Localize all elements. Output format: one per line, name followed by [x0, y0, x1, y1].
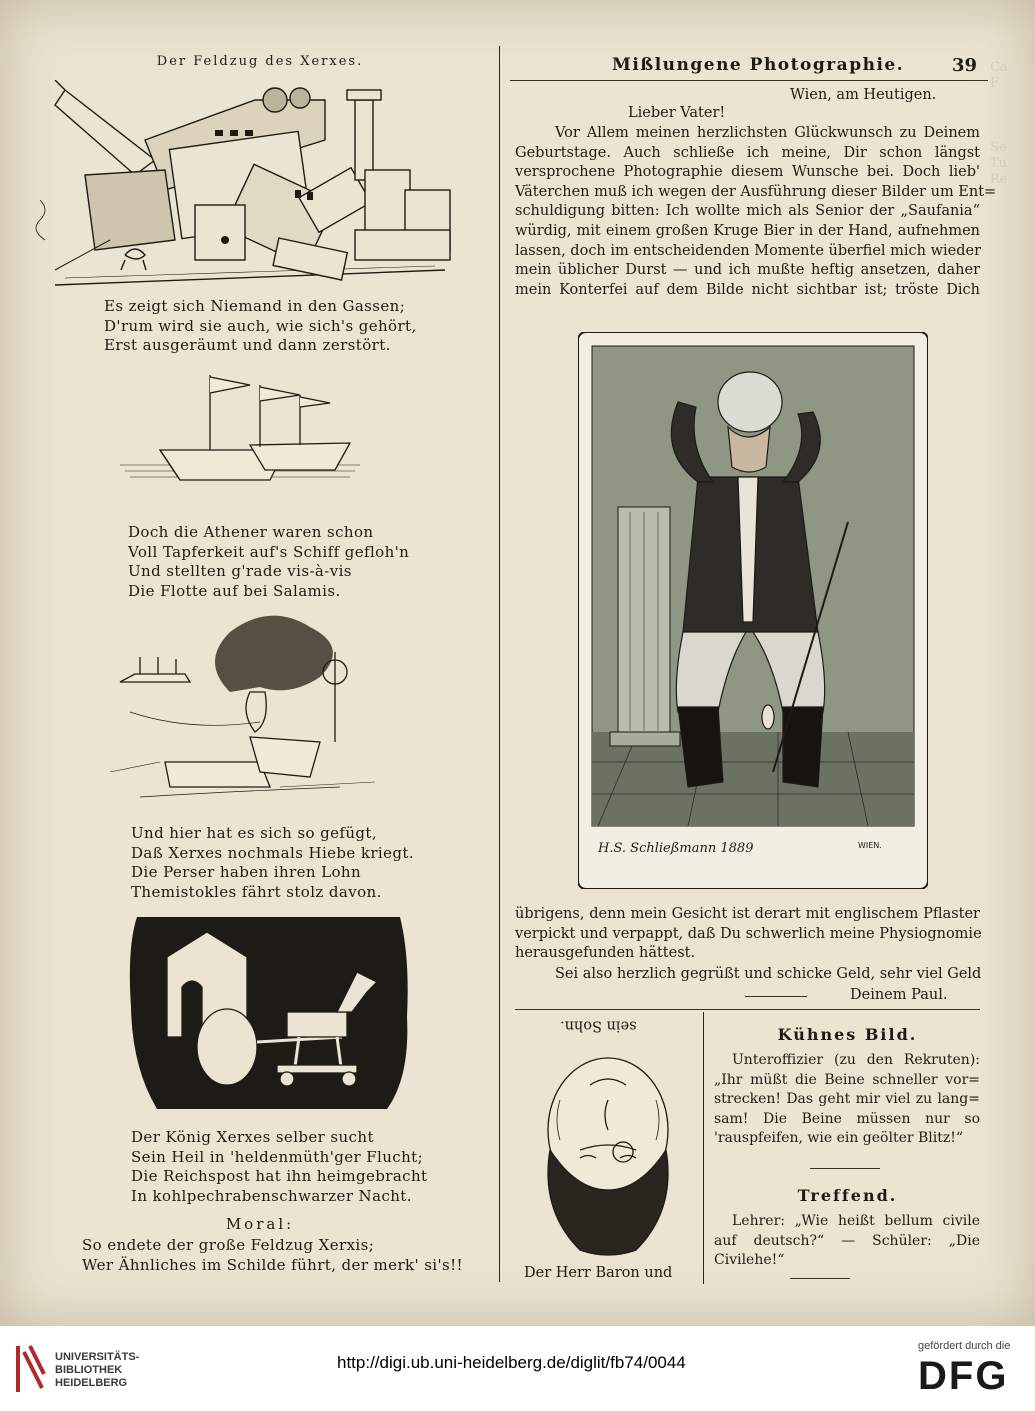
letter-line: lassen, doch im entscheidenden Momente überfiel mich wieder [515, 242, 982, 259]
stanza-4 [131, 1128, 427, 1206]
verse-line: Erst ausgeräumt und dann zerstört. [104, 336, 391, 354]
verse-line: In kohlpechrabenschwarzer Nacht. [131, 1186, 412, 1205]
library-name-line: HEIDELBERG [55, 1377, 128, 1389]
stanza-1 [104, 297, 417, 356]
letter-line: mein Konterfei auf dem Bilde nicht sichtbar ist; tröste Dich [515, 281, 980, 298]
verse-line: Wer Ähnliches im Schilde führt, der merk' si's!! [82, 1255, 463, 1274]
verse-line: D'rum wird sie auch, wie sich's gehört, [104, 316, 417, 335]
upside-down-face-illustration [520, 1040, 695, 1260]
anecdote-line: 'rauspfeifen, wie ein geölter Blitz!“ [714, 1130, 964, 1147]
verse-line: Und stellten g'rade vis-à-vis [128, 562, 352, 580]
anecdote-line: sam! Die Beine müssen nur so [714, 1110, 980, 1127]
verse-line: Themistokles fährt stolz davon. [131, 882, 382, 901]
moral-heading: Moral: [225, 1215, 295, 1233]
letter-line: mein üblicher Durst — und ich mußte heftig ansetzen, daher [515, 262, 980, 279]
verse-line: Und hier hat es sich so gefügt, [131, 824, 377, 842]
baron-caption: Der Herr Baron und [524, 1265, 673, 1281]
photo-signature: H.S. Schließmann 1889 [598, 841, 754, 856]
verse-line: Es zeigt sich Niemand in den Gassen; [104, 297, 406, 315]
column-divider [499, 46, 500, 1282]
letter-body [515, 124, 997, 300]
closing-dash [745, 996, 807, 997]
anecdote-line: „Ihr müßt die Beine schneller vor= [714, 1071, 980, 1088]
kuehnes-bild-text [714, 1051, 980, 1149]
verse-line: Sein Heil in 'heldenmüth'ger Flucht; [131, 1147, 424, 1166]
library-logo-icon [14, 1344, 48, 1394]
stanza-2 [128, 523, 409, 601]
verse-line: So endete der große Feldzug Xerxis; [82, 1236, 375, 1254]
page-number: 39 [952, 55, 978, 76]
anecdote-line: auf deutsch?“ — Schüler: „Die [714, 1232, 980, 1249]
verse-line: Doch die Athener waren schon [128, 523, 374, 541]
treffend-text [714, 1212, 980, 1271]
anecdote-line: Unteroffizier (zu den Rekruten): [732, 1052, 980, 1068]
closing-signature: Deinem Paul. [850, 987, 948, 1003]
anecdote-line: strecken! Das geht mir viel zu lang= [714, 1091, 980, 1108]
verse-line: Voll Tapferkeit auf's Schiff gefloh'n [128, 542, 410, 561]
article-heading: Mißlungene Photographie. [612, 55, 905, 75]
letter-line: übrigens, denn mein Gesicht ist derart mit englischem Pflaster [515, 906, 980, 922]
letter-ending [515, 905, 980, 964]
section-rule [515, 1009, 980, 1010]
end-rule [790, 1278, 850, 1279]
verse-line: Die Reichspost hat ihn heimgebracht [131, 1167, 428, 1185]
letter-line: schuldigung bitten: Ich wollte mich als Senior der „Saufania“ [515, 203, 980, 220]
letter-line: würdig, mit einem großen Kruge Bier in der Hand, aufnehmen [515, 222, 980, 239]
anecdote-divider [810, 1168, 880, 1169]
source-url[interactable]: http://digi.ub.uni-heidelberg.de/diglit/fb74/0044 [337, 1353, 686, 1372]
sinking-ship-illustration [110, 612, 380, 812]
letter-last-line: Sei also herzlich gegrüßt und schicke Geld, sehr viel Geld [555, 966, 982, 982]
moral-text [82, 1236, 463, 1275]
funded-by-label: gefördert durch die [918, 1340, 1011, 1352]
letter-line: Geburtstage. Auch schließe ich meine, Dir schon längst [515, 144, 980, 161]
treffend-title: Treffend. [797, 1186, 898, 1205]
paper-ships-illustration [120, 365, 360, 500]
letter-line: Vor Allem meinen herzlichsten Glückwunsch zu Deinem [555, 125, 980, 141]
letter-line: herausgefunden hättest. [515, 945, 696, 962]
salutation: Lieber Vater! [628, 105, 726, 121]
kuehnes-bild-title: Kühnes Bild. [777, 1025, 918, 1044]
verse-line: Der König Xerxes selber sucht [131, 1128, 374, 1146]
verse-line: Daß Xerxes nochmals Hiebe kriegt. [131, 843, 415, 862]
bleed-through-text: Ca F Se Tu Re [990, 60, 1008, 187]
library-name [55, 1351, 139, 1390]
anecdote-line: Lehrer: „Wie heißt bellum civile [732, 1213, 980, 1229]
small-column-divider [703, 1012, 704, 1284]
dfg-logo: DFG [918, 1354, 1009, 1398]
anecdote-line: Civilehe!“ [714, 1252, 785, 1269]
letter-line: Väterchen muß ich wegen der Ausführung dieser Bilder um Ent= [515, 183, 997, 200]
letter-line: versprochene Photographie diesem Wunsche bei. Doch lieb' [515, 164, 980, 181]
verse-line: Die Flotte auf bei Salamis. [128, 581, 341, 600]
header-rule [510, 80, 988, 81]
left-title: Der Feldzug des Xerxes. [156, 54, 364, 69]
ruined-city-illustration [25, 80, 465, 295]
dateline: Wien, am Heutigen. [790, 87, 937, 103]
stanza-3 [131, 824, 414, 902]
footer-bar [0, 1326, 1035, 1411]
photo-studio-label: WIEN. [858, 841, 882, 850]
letter-line: verpickt und verpappt, daß Du schwerlich meine Physiognomie [515, 925, 982, 942]
upside-down-caption: sein Sohn. [560, 1017, 637, 1034]
verse-line: Die Perser haben ihren Lohn [131, 863, 362, 881]
photograph-card [578, 332, 928, 889]
library-name-line: UNIVERSITÄTS- [55, 1351, 140, 1363]
library-name-line: BIBLIOTHEK [55, 1364, 123, 1376]
dog-house-cart-illustration [127, 917, 410, 1112]
